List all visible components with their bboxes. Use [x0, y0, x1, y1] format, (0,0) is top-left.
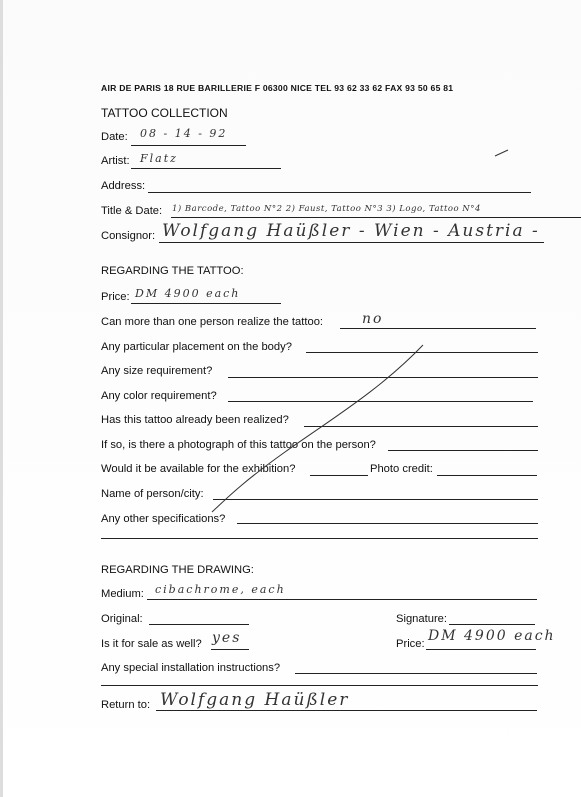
q-placement: Any particular placement on the body?: [101, 341, 292, 353]
date-value: 08 - 14 - 92: [140, 127, 228, 140]
drawing-price-line: [426, 649, 536, 650]
address-label: Address:: [101, 180, 146, 192]
medium-value: cibachrome, each: [155, 583, 286, 596]
tattoo-price-value: DM 4900 each: [135, 287, 241, 300]
for-sale-label: Is it for sale as well?: [101, 638, 202, 650]
drawing-section-title: REGARDING THE DRAWING:: [101, 564, 254, 576]
return-value: Wolfgang Haüßler: [160, 690, 350, 710]
q-name-city: Name of person/city:: [101, 488, 204, 500]
medium-label: Medium:: [101, 588, 144, 600]
signature-line: [449, 624, 535, 625]
q-exhibition: Would it be available for the exhibition?: [101, 463, 296, 475]
a-more-than-one: no: [362, 311, 384, 327]
consignor-value: Wolfgang Haüßler - Wien - Austria -: [162, 221, 540, 241]
q-photo-credit: Photo credit:: [370, 463, 433, 475]
drawing-price-value: DM 4900 each: [428, 628, 556, 644]
tattoo-section-title: REGARDING THE TATTOO:: [101, 265, 244, 277]
original-line: [149, 624, 249, 625]
artist-value: Flatz: [140, 152, 178, 165]
q-color: Any color requirement?: [101, 390, 217, 402]
q-photograph: If so, is there a photograph of this tattoo on the person?: [101, 439, 376, 451]
medium-line: [147, 599, 537, 600]
drawing-price-label: Price:: [396, 638, 425, 650]
return-line: [156, 710, 537, 711]
letterhead: AIR DE PARIS 18 RUE BARILLERIE F 06300 NICE TEL 93 62 33 62 FAX 93 50 65 81: [101, 83, 454, 93]
date-label: Date:: [101, 131, 128, 143]
installation-line-2: [101, 685, 538, 686]
artist-label: Artist:: [101, 155, 130, 167]
for-sale-line: [211, 649, 249, 650]
tattoo-price-label: Price:: [101, 291, 130, 303]
original-label: Original:: [101, 613, 143, 625]
title-date-value: 1) Barcode, Tattoo N°2 2) Faust, Tattoo N°3 3) Logo, Tattoo N°4: [172, 204, 481, 214]
q-more-than-one: Can more than one person realize the tattoo:: [101, 316, 324, 328]
form-title: TATTOO COLLECTION: [101, 106, 228, 120]
consignor-label: Consignor:: [101, 230, 156, 242]
q-other-specs: Any other specifications?: [101, 513, 226, 525]
installation-label: Any special installation instructions?: [101, 662, 281, 674]
for-sale-value: yes: [212, 630, 242, 646]
return-label: Return to:: [101, 699, 151, 711]
q-realized: Has this tattoo already been realized?: [101, 414, 289, 426]
q-size: Any size requirement?: [101, 365, 213, 377]
title-date-label: Title & Date:: [101, 205, 163, 217]
signature-label: Signature:: [396, 613, 447, 625]
installation-line: [295, 673, 537, 674]
